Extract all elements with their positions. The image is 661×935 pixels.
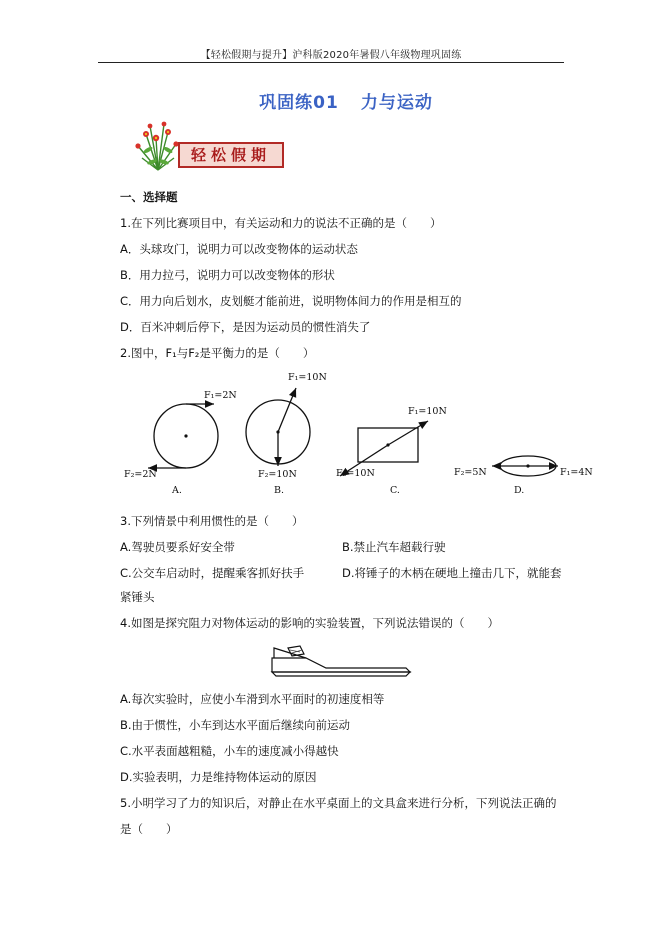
fig-a-f2: F₂=2N [124, 469, 157, 480]
fig-d-f2: F₂=5N [454, 467, 487, 478]
fig-a-label: A. [172, 485, 182, 496]
fig-b-label: B. [274, 485, 285, 496]
q4-option-c: C.水平表面越粗糙，小车的速度减小得越快 [120, 744, 339, 758]
q4-option-d: D.实验表明，力是维持物体运动的原因 [120, 770, 317, 784]
q2-force-figure [118, 366, 598, 506]
fig-c-label: C. [390, 485, 400, 496]
q2-stem: 2.图中，F₁与F₂是平衡力的是（ ） [120, 346, 315, 360]
q3-option-c: C.公交车启动时，提醒乘客抓好扶手 [120, 566, 305, 580]
q5-stem: 5.小明学习了力的知识后，对静止在水平桌面上的文具盒来进行分析，下列说法正确的 [120, 796, 557, 810]
q4-option-a: A.每次实验时，应使小车滑到水平面时的初速度相等 [120, 692, 385, 706]
q1-option-d: D．百米冲刺后停下，是因为运动员的惯性消失了 [120, 320, 371, 334]
fig-b-f1: F₁=10N [288, 372, 327, 383]
fig-a-f1: F₁=2N [204, 390, 237, 401]
fig-d-label: D. [514, 485, 525, 496]
q4-stem: 4.如图是探究阻力对物体运动的影响的实验装置，下列说法错误的（ ） [120, 616, 499, 630]
q1-stem: 1.在下列比赛项目中，有关运动和力的说法不正确的是（ ） [120, 216, 442, 230]
q3-option-b: B.禁止汽车超载行驶 [342, 540, 446, 554]
q3-option-d: D.将锤子的木柄在硬地上撞击几下，就能套 [342, 566, 562, 580]
page-header: 【轻松假期与提升】沪科版2020年暑假八年级物理巩固练 [200, 50, 462, 61]
fig-b-f2: F₂=10N [258, 469, 297, 480]
fig-c-f1: F₁=10N [408, 406, 447, 417]
title-prefix: 巩固练01 [259, 93, 339, 113]
q1-option-b: B．用力拉弓，说明力可以改变物体的形状 [120, 268, 335, 282]
q3-option-d-cont: 紧锤头 [120, 590, 155, 604]
figure-b [246, 388, 310, 466]
figure-a [148, 404, 218, 468]
figure-d [492, 456, 558, 476]
section-heading: 一、选择题 [120, 190, 178, 204]
q5-stem-cont: 是（ ） [120, 822, 178, 836]
q3-option-a: A.驾驶员要系好安全带 [120, 540, 235, 554]
q4-ramp-figure [266, 638, 416, 680]
holiday-logo [130, 120, 290, 172]
q1-option-a: A．头球攻门，说明力可以改变物体的运动状态 [120, 242, 358, 256]
title-main: 力与运动 [360, 93, 433, 113]
fig-c-f2: F₂=10N [336, 468, 375, 479]
q1-option-c: C．用力向后划水，皮划艇才能前进，说明物体间力的作用是相互的 [120, 294, 462, 308]
logo-text: 轻松假期 [178, 142, 284, 168]
header-rule [98, 62, 564, 63]
page-title [200, 88, 492, 113]
fig-d-f1: F₁=4N [560, 467, 593, 478]
q3-stem: 3.下列情景中利用惯性的是（ ） [120, 514, 304, 528]
q4-option-b: B.由于惯性，小车到达水平面后继续向前运动 [120, 718, 351, 732]
